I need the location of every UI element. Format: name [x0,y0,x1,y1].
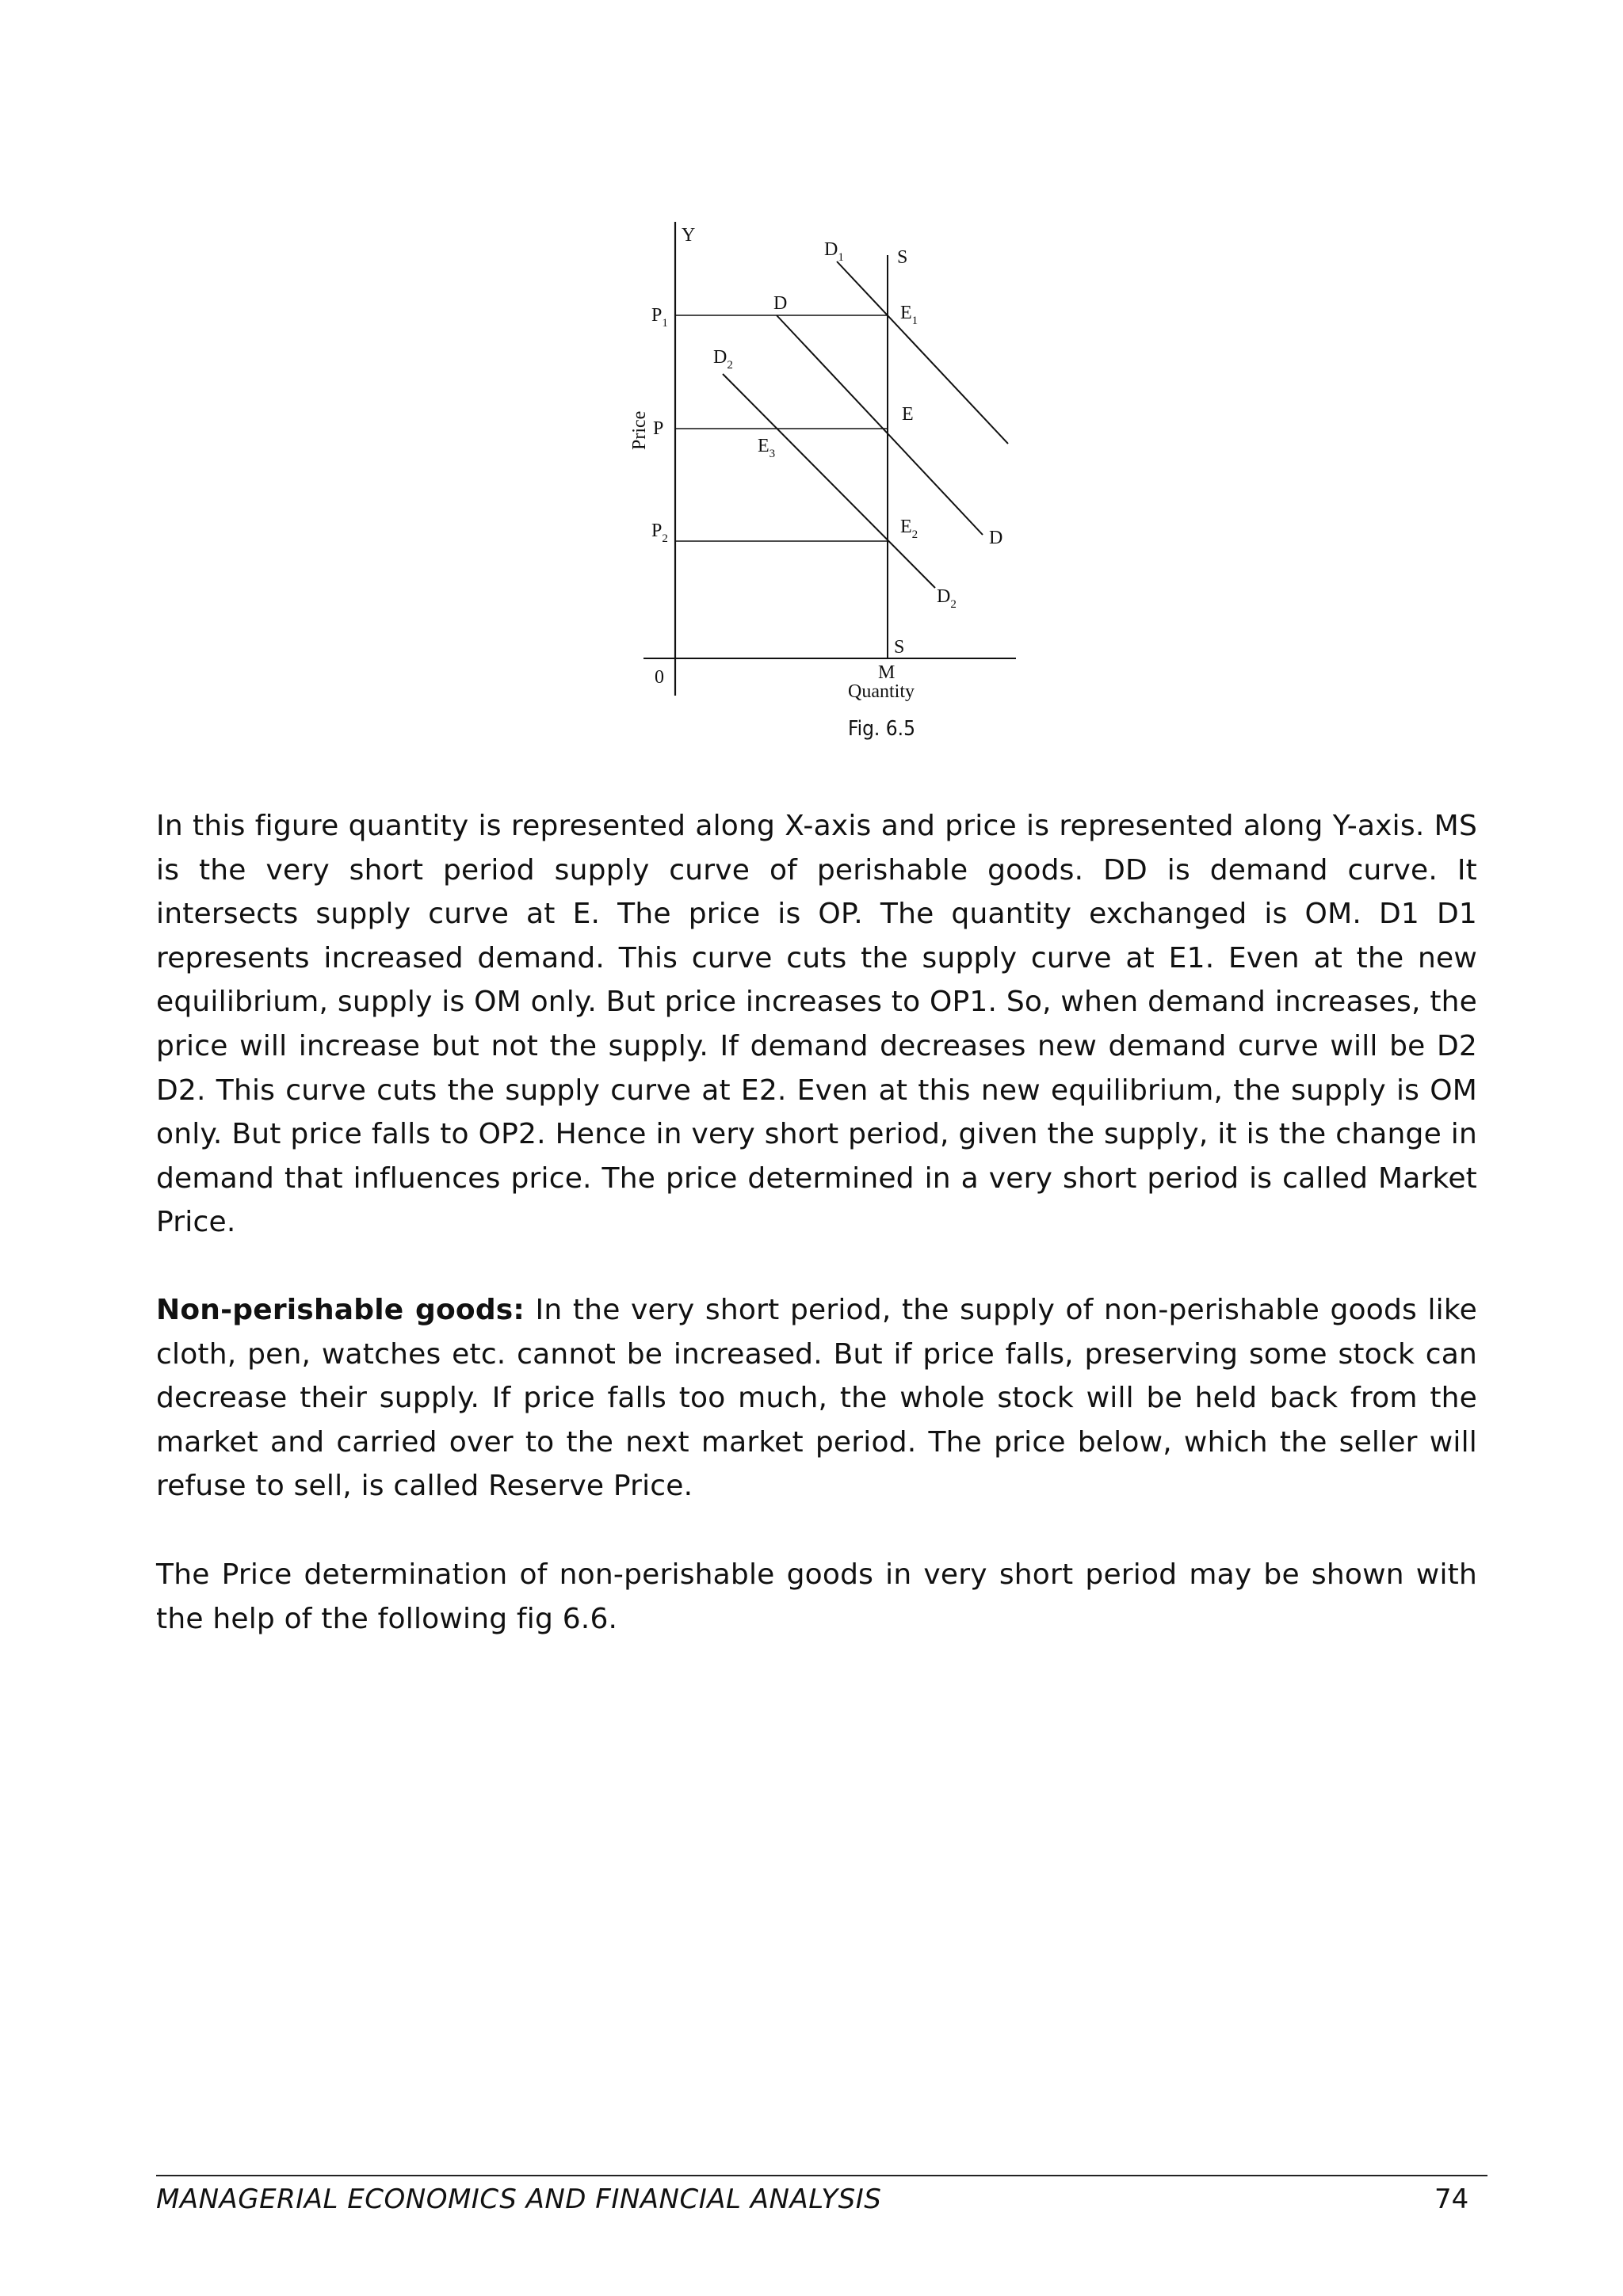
point-label-e: E [902,404,914,425]
point-label-e1: $E_1$ [900,303,918,327]
origin-label: 0 [655,667,664,688]
curve-label-d2-top: $D_2$ [713,347,733,372]
m-label: M [878,662,896,683]
axis-price-label: Price [629,410,650,450]
footer-divider [156,2175,1487,2176]
demand-curve-d [777,315,983,535]
curve-label-d2-bottom: $D_2$ [937,586,957,611]
price-label-p1: $P_1$ [651,305,668,330]
curve-label-d1: $D_1$ [824,239,844,264]
figure-6-5 [618,202,1030,757]
paragraph-price-determination: The Price determination of non-perishable goods in very short period may be shown with the help of the following fig 6.6. [156,1558,1477,1635]
curve-label-d-bottom: D [989,528,1003,548]
curve-label-s-bottom: S [894,637,905,658]
paragraph-non-perishable-goods [156,1288,1477,1508]
demand-curve-d1 [837,261,1008,444]
section-heading-non-perishable: Non-perishable goods: [156,1294,525,1326]
page-number: 74 [1434,2183,1469,2215]
figure-caption: Fig. 6.5 [848,717,915,741]
price-label-p: P [653,418,664,439]
axis-x-label: Quantity [848,681,915,702]
price-label-p2: $P_2$ [651,521,668,545]
footer-title: MANAGERIAL ECONOMICS AND FINANCIAL ANALYSIS [156,2183,882,2215]
axis-y-label: Y [682,225,696,246]
point-label-e3: $E_3$ [758,436,776,460]
paragraph-non-perishable-body: In the very short period, the supply of non-perishable goods like cloth, pen, watches etc. cannot be increased. But if price falls, preserving some stock can decrease their supply. If price falls too much, the whole stock will be held back from the market and carried over to the next market period. The price below, which the seller will refuse to sell, is called Reserve Price. [156,1294,1477,1503]
curve-label-d-top: D [773,293,788,314]
point-label-e2: $E_2$ [900,517,918,541]
curve-label-s-top: S [897,247,908,268]
supply-demand-diagram [618,202,1030,757]
paragraph-figure-explanation: In this figure quantity is represented along X-axis and price is represented along Y-axis. MS is the very short period supply curve of perishable goods. DD is demand curve. It intersects supply curve at E. The price is OP. The quantity exchanged is OM. D1 D1 represents increased demand. This curve cuts the supply curve at E1. Even at the new equilibrium, supply is OM only. But price increases to OP1. So, when demand increases, the price will increase but not the supply. If demand decreases new demand curve will be D2 D2. This curve cuts the supply curve at E2. Even at this new equilibrium, the supply is OM only. But price falls to OP2. Hence in very short period, given the supply, it is the change in demand that influences price. The price determined in a very short period is called Market Price. [156,810,1477,1239]
